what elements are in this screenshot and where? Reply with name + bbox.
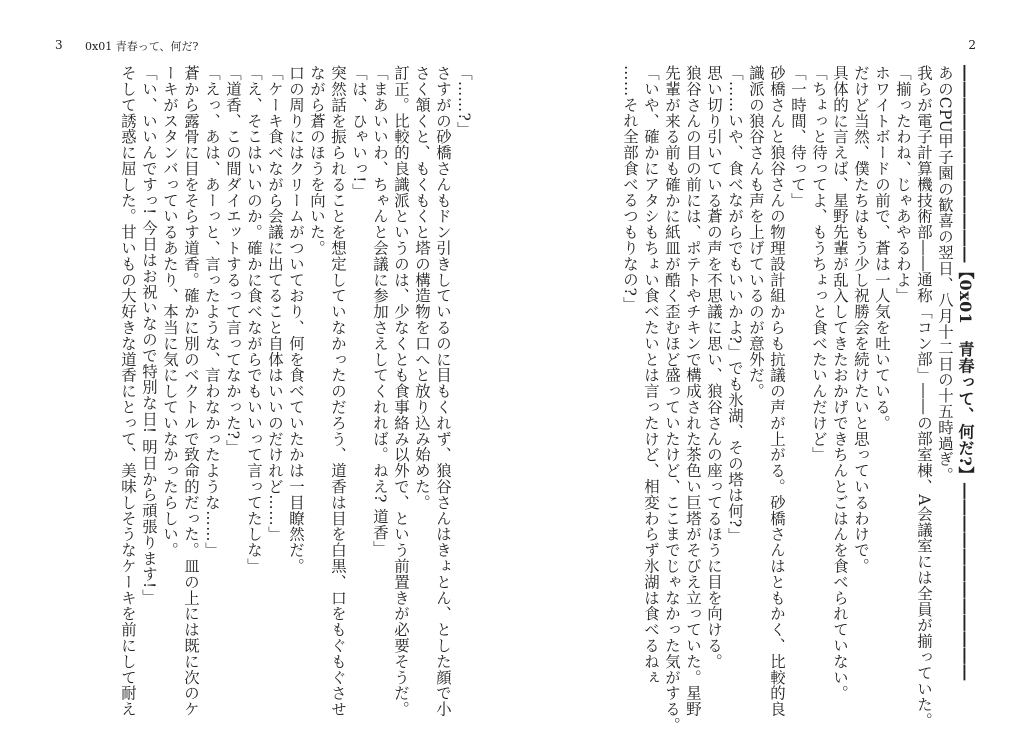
text-line: 「揃ったわね、じゃあやるわよ」 <box>894 65 912 304</box>
text-line: 砂橋さんと狼谷さんの物理設計組からも抗議の声が上がる。砂橋さんはともかく、比較的良 <box>768 65 786 717</box>
text-line: そして誘惑に屈した。甘いもの大好きな道香にとって、美味しそうなケーキを前にして耐え <box>119 65 137 717</box>
text-line: 「……?」 <box>455 65 473 138</box>
text-line: 「道香、この間ダイエットするって言ってなかった?」 <box>224 65 242 456</box>
text-line: 「一時間、待って」 <box>789 65 807 209</box>
text-line: 「え、そこはいいのか。確かに食べながらでもいいって言ってたしな」 <box>245 65 263 574</box>
text-line: 「ちょっと待ってよ、もうちょっと食べたいんだけど」 <box>810 65 828 463</box>
text-line: 突然話を振られることを想定していなかったのだろう、道香は目を白黒、口をもぐもぐさせ <box>329 65 347 717</box>
text-line: 識派の狼谷さんも声を上げているのが意外だ。 <box>747 65 765 399</box>
text-line: だけど当然、僕たちはもう少し祝勝会を続けたいと思っているわけで。 <box>852 65 870 574</box>
text-line: 「い、いいんですっ! 今日はお祝いなので特別な日! 明日から頑張ります!」 <box>140 65 158 605</box>
text-line: 「ケーキ食べながら会議に出てること自体はいいのだけれど……」 <box>266 65 284 542</box>
page-number-left: 3 <box>55 38 63 52</box>
left-page-body <box>117 65 474 717</box>
right-page <box>512 0 1024 733</box>
text-line: 口の周りにはクリームがついており、何を食べていたかは一目瞭然だ。 <box>287 65 305 574</box>
right-page-body <box>619 65 976 733</box>
text-line: 訂正。比較的良識派というのは、少なくとも食事絡み以外で、という前置きが必要そうだ。 <box>392 65 410 717</box>
text-line: 「えっ、あは、あーっと、言ったような、言わなかったような……」 <box>203 65 221 558</box>
text-line: 我らが電子計算機技術部――通称「コン部」――の部室棟、A会議室には全員が揃っていた。 <box>915 65 933 729</box>
text-line: 具体的に言えば、星野先輩が乱入してきたおかげできちんとごはんを食べられていない。 <box>831 65 849 701</box>
running-title: 0x01 青春って、何だ? <box>85 40 199 53</box>
text-line: ーキがスタンバっているあたり、本当に気にしていなかったらしい。 <box>161 65 179 558</box>
text-line: 「いや、確かにアタシもちょい食べたいとは言ったけど、相変わらず氷湖は食べるねぇ <box>642 65 660 686</box>
text-line: さく頷くと、もくもくと塔の構造物を口へと放り込み始めた。 <box>413 65 431 511</box>
text-line: あのCPU甲子園の歓喜の翌日、八月十二日の十五時過ぎ。 <box>936 65 954 483</box>
text-line: 先輩が来る前も確かに紙皿が酷く歪むほど盛っていたけど、ここまでじゃなかった気がする。 <box>663 65 681 733</box>
text-line: さすがの砂橋さんもドン引きしているのに目もくれず、狼谷さんはきょとん、とした顔で小 <box>434 65 452 717</box>
chapter-heading: ――――――――――――【0x01 青春って、何だ?】―――――――――――― <box>956 65 975 681</box>
text-line: ながら蒼のほうを向いた。 <box>308 65 326 256</box>
text-line: 思い切り引いている蒼の声を不思議に思い、狼谷さんの座ってるほうに目を向ける。 <box>705 65 723 670</box>
text-line: 「は、ひゃいっ!」 <box>350 65 368 199</box>
text-line: 「……いや、食べながらでもいいかよ?」でも氷湖、その塔は何?」 <box>726 65 744 544</box>
text-line: 蒼から露骨に目をそらす道香。確かに別のベクトルで致命的だった。皿の上には既に次のケ <box>182 65 200 717</box>
text-line: ……それ全部食べるつもりなの?」 <box>621 65 639 313</box>
text-line: ホワイトボードの前で、蒼は一人気を吐いている。 <box>873 65 891 431</box>
text-line: 「まあいいわ、ちゃんと会議に参加さえしてくれれば。ねえ? 道香」 <box>371 65 389 557</box>
left-page <box>0 0 512 722</box>
page-number-right: 2 <box>968 38 976 52</box>
text-line: 狼谷さんの目の前には、ポテトやチキンで構成された茶色い巨塔がそびえ立っていた。星野 <box>684 65 702 717</box>
